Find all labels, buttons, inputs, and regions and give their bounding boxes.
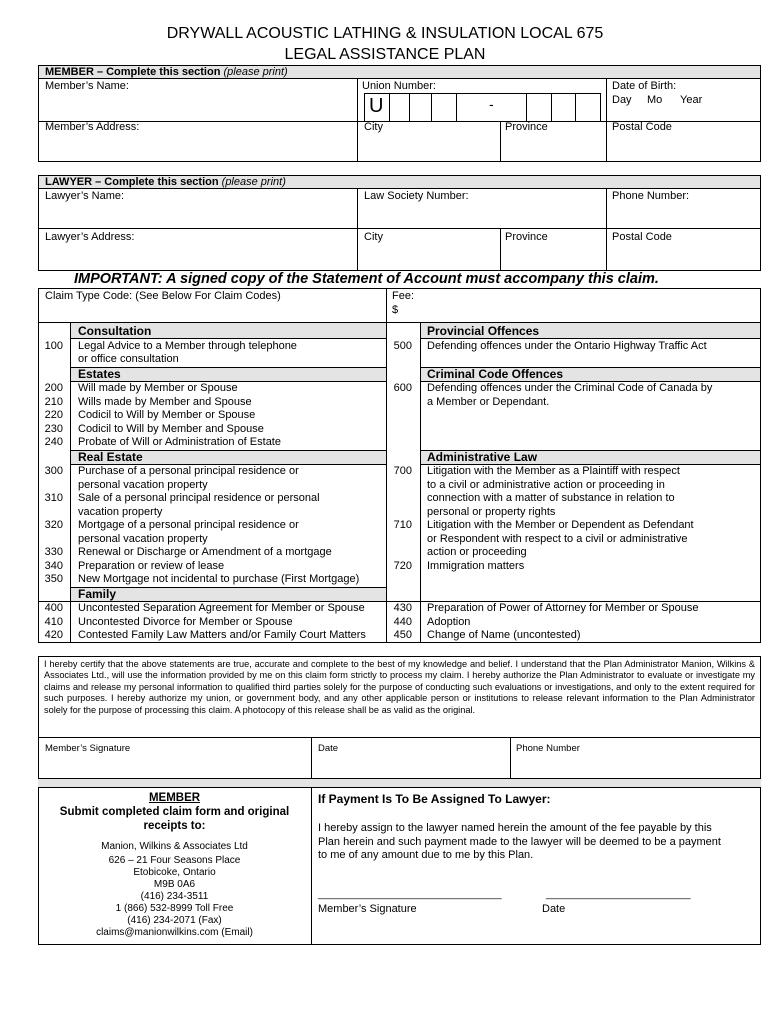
union-prefix: U [369, 95, 384, 117]
criminal-line1: Defending offences under the Criminal Code of Canada by [427, 382, 713, 394]
dob-label: Date of Birth: [612, 80, 677, 92]
list-item: Codicil to Will by Member or Spouse [78, 409, 256, 421]
law-society-label: Law Society Number: [364, 190, 469, 202]
list-item: Litigation with the Member or Dependent as Defendant [427, 519, 694, 531]
list-item: Immigration matters [427, 560, 525, 572]
list-item: vacation property [78, 506, 163, 518]
list-item: 440 [393, 616, 412, 628]
lawyer-section-heading: LAWYER – Complete this section (please print) [45, 176, 286, 188]
list-item: 240 [44, 436, 63, 448]
member-address-label: Member’s Address: [45, 121, 140, 133]
real-estate-heading: Real Estate [78, 450, 143, 464]
union-dash: - [489, 96, 494, 112]
assignment-signature-label: Member’s Signature [318, 903, 417, 915]
list-item: 400 [44, 602, 63, 614]
code-100: 100 [44, 340, 63, 352]
assignment-date-label: Date [542, 903, 566, 915]
lawyer-province-label: Province [505, 231, 548, 243]
list-item: 320 [44, 519, 63, 531]
list-item: 220 [44, 409, 63, 421]
provincial-heading: Provincial Offences [427, 324, 540, 338]
list-item: Probate of Will or Administration of Estate [78, 436, 281, 448]
address-line: 1 (866) 532-8999 Toll Free [115, 903, 234, 914]
lawyer-address-label: Lawyer’s Address: [45, 231, 135, 243]
list-item: Wills made by Member and Spouse [78, 396, 252, 408]
list-item: Sale of a personal principal residence or personal [78, 492, 320, 504]
member-city-label: City [364, 121, 383, 133]
member-province-label: Province [505, 121, 548, 133]
submit-line2: receipts to: [143, 820, 206, 832]
criminal-line2: a Member or Dependant. [427, 396, 550, 408]
code-600: 600 [393, 382, 412, 394]
lawyer-name-label: Lawyer’s Name: [45, 190, 125, 202]
list-item: personal vacation property [78, 479, 208, 491]
list-item: 350 [44, 573, 63, 585]
dob-month-label: Mo [647, 94, 663, 106]
provincial-text: Defending offences under the Ontario Highway Traffic Act [427, 340, 707, 352]
member-section-heading: MEMBER – Complete this section (please print) [45, 66, 288, 78]
consultation-heading: Consultation [78, 324, 152, 338]
list-item: New Mortgage not incidental to purchase (First Mortgage) [78, 573, 360, 585]
list-item: 420 [44, 629, 63, 641]
lawyer-city-label: City [364, 231, 383, 243]
list-item: Will made by Member or Spouse [78, 382, 238, 394]
list-item: 410 [44, 616, 63, 628]
list-item: Adoption [427, 616, 471, 628]
list-item: Codicil to Will by Member and Spouse [78, 423, 264, 435]
admin-heading: Administrative Law [427, 450, 538, 464]
list-item: 340 [44, 560, 63, 572]
certification-text: I hereby certify that the above statements are true, accurate and complete to the best of my knowledge and belief. I understand that the Plan Administrator Manion, Wilkins & Associates Ltd., will use the information provided by me on this claim form strictly to process my claim. I hereby authorize the Plan Administrator to evaluate or investigate my claims and release my personal information to qualified third parties solely for the purpose of conducting such evaluations or investigations, and only to the extent required for such purposes. I hereby authorize my union, or government body, and any other applicable person or institutions to release relevant information to the Plan Administrator solely for the purpose of processing this claim. A photocopy of this release shall be as valid as the original. [44, 659, 755, 715]
list-item: 210 [44, 396, 63, 408]
lawyer-postal-label: Postal Code [612, 231, 672, 243]
list-item: 300 [44, 465, 63, 477]
address-line: Etobicoke, Ontario [133, 867, 216, 878]
assignment-signature-line[interactable]: _________________________________ [318, 889, 502, 900]
list-item: 720 [393, 560, 412, 572]
assignment-date-line[interactable]: __________________________ [546, 889, 691, 900]
list-item: 200 [44, 382, 63, 394]
code-500: 500 [393, 340, 412, 352]
list-item: Litigation with the Member as a Plaintiff with respect [427, 465, 680, 477]
list-item: 700 [393, 465, 412, 477]
criminal-heading: Criminal Code Offences [427, 367, 564, 381]
list-item: 450 [393, 629, 412, 641]
list-item: Change of Name (uncontested) [427, 629, 581, 641]
address-line: 626 – 21 Four Seasons Place [108, 855, 241, 866]
list-item: 710 [393, 519, 412, 531]
list-item: Purchase of a personal principal residence or [78, 465, 299, 477]
list-item: to a civil or administrative action or proceeding in [427, 479, 665, 491]
assignment-text: I hereby assign to the lawyer named herein the amount of the fee payable by this Plan herein and such payment made to the lawyer will be deemed to be a payment to me of any amount due to me by this Plan. [318, 822, 721, 861]
form-title-line1: DRYWALL ACOUSTIC LATHING & INSULATION LOCAL 675 [166, 25, 604, 42]
list-item: Renewal or Discharge or Amendment of a mortgage [78, 546, 332, 558]
email-link[interactable]: claims@manionwilkins.com (Email) [96, 927, 253, 938]
list-item: 330 [44, 546, 63, 558]
claim-type-label: Claim Type Code: (See Below For Claim Codes) [45, 290, 281, 302]
cert-phone-label: Phone Number [516, 743, 580, 754]
list-item: Uncontested Divorce for Member or Spouse [78, 616, 293, 628]
important-notice: IMPORTANT: A signed copy of the Statement of Account must accompany this claim. [74, 271, 659, 287]
list-item: or Respondent with respect to a civil or administrative [427, 533, 688, 545]
consultation-line2: or office consultation [78, 353, 179, 365]
submit-line1: Submit completed claim form and original [59, 806, 290, 818]
list-item: Mortgage of a personal principal residence or [78, 519, 299, 531]
list-item: personal or property rights [427, 506, 556, 518]
dob-year-label: Year [680, 94, 703, 106]
assignment-heading: If Payment Is To Be Assigned To Lawyer: [318, 792, 551, 806]
list-item: 310 [44, 492, 63, 504]
list-item: connection with a matter of substance in relation to [427, 492, 675, 504]
family-heading: Family [78, 587, 117, 601]
list-item: 230 [44, 423, 63, 435]
lawyer-phone-label: Phone Number: [612, 190, 690, 202]
fee-label: Fee: [392, 290, 415, 302]
fee-currency: $ [392, 304, 399, 316]
union-number-label: Union Number: [362, 80, 436, 92]
list-item: 430 [393, 602, 412, 614]
address-line: (416) 234-2071 (Fax) [127, 915, 222, 926]
estates-heading: Estates [78, 367, 121, 381]
list-item: Uncontested Separation Agreement for Member or Spouse [78, 602, 365, 614]
consultation-line1: Legal Advice to a Member through telephone [78, 340, 297, 352]
member-name-label: Member’s Name: [45, 80, 129, 92]
address-line: Manion, Wilkins & Associates Ltd [101, 841, 248, 852]
list-item: personal vacation property [78, 533, 208, 545]
address-line: M9B 0A6 [153, 879, 196, 890]
dob-day-label: Day [612, 94, 632, 106]
list-item: Preparation of Power of Attorney for Member or Spouse [427, 602, 699, 614]
address-line: (416) 234-3511 [140, 891, 209, 902]
list-item: Preparation or review of lease [78, 560, 225, 572]
submit-heading: MEMBER [148, 792, 201, 804]
list-item: action or proceeding [427, 546, 527, 558]
member-postal-label: Postal Code [612, 121, 672, 133]
cert-date-label: Date [318, 743, 339, 754]
list-item: Contested Family Law Matters and/or Family Court Matters [78, 629, 366, 641]
cert-signature-label: Member’s Signature [45, 743, 131, 754]
form-title-line2: LEGAL ASSISTANCE PLAN [284, 46, 486, 63]
